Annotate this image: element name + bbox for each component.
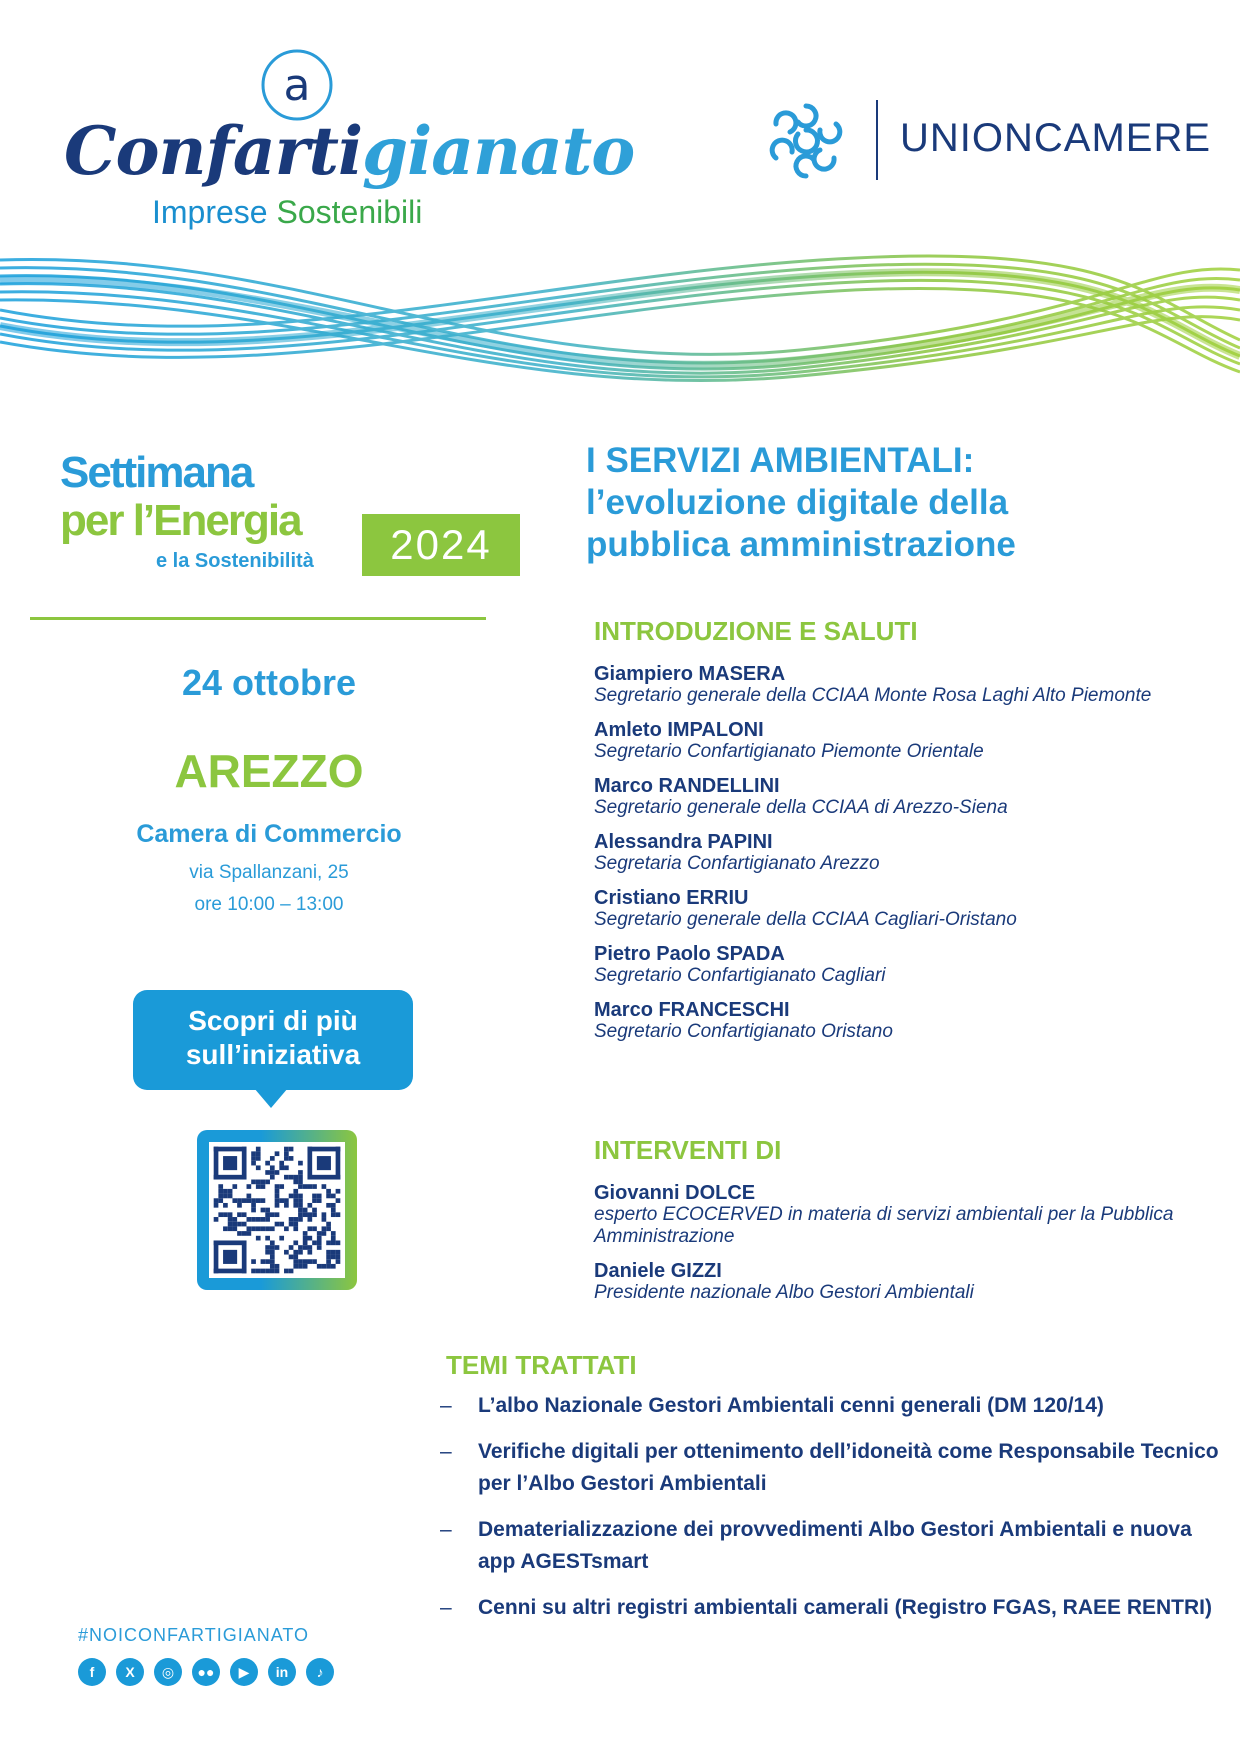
speaker-name: Giovanni DOLCE (594, 1182, 756, 1204)
cta-bubble[interactable]: Scopri di più sull’iniziativa (133, 990, 413, 1090)
topic-item (440, 1514, 1220, 1578)
svg-text:a: a (283, 60, 311, 111)
instagram-icon[interactable]: ◎ (154, 1658, 182, 1686)
confartigianato-wordmark: Confartigianato (64, 112, 635, 190)
topic-item (440, 1592, 1220, 1624)
speaker-name: Cristiano ERRIU (594, 887, 749, 909)
settimana-line2: per l’Energia (60, 496, 301, 545)
dash-bullet: – (440, 1518, 452, 1541)
section-heading: INTERVENTI DI (594, 1135, 782, 1165)
title-line3: pubblica amministrazione (586, 525, 1016, 564)
settimana-line1: Settimana (60, 448, 253, 497)
dash-bullet: – (440, 1440, 452, 1463)
speaker-role: esperto ECOCERVED in materia di servizi ambientali per la Pubblica Amministrazione (594, 1204, 1174, 1247)
x-icon[interactable]: X (116, 1658, 144, 1686)
hashtag: #NOICONFARTIGIANATO (78, 1625, 310, 1645)
facebook-icon[interactable]: f (78, 1658, 106, 1686)
speaker-entry (594, 943, 1214, 987)
speaker-entry (594, 719, 1214, 763)
speaker-name: Giampiero MASERA (594, 663, 786, 685)
event-title (586, 440, 1226, 566)
settimana-year-badge: 2024 (362, 514, 520, 576)
event-time: ore 10:00 – 13:00 (194, 894, 344, 915)
settimana-energia-logo (60, 448, 520, 578)
settimana-line3: e la Sostenibilità (156, 550, 314, 572)
speaker-entry (594, 999, 1214, 1043)
topic-text: Cenni su altri registri ambientali camerali (Registro FGAS, RAEE RENTRI) (478, 1596, 1212, 1619)
unioncamere-logo (760, 96, 1220, 186)
speaker-name: Alessandra PAPINI (594, 831, 773, 853)
logo-separator (876, 100, 878, 180)
speaker-name: Pietro Paolo SPADA (594, 943, 785, 965)
qr-code[interactable] (197, 1130, 357, 1290)
title-line2: l’evoluzione digitale della (586, 483, 1009, 522)
speaker-entry (594, 887, 1214, 931)
section-introduzione (594, 616, 1214, 1043)
confartigianato-logo (64, 40, 635, 240)
speaker-name: Daniele GIZZI (594, 1260, 722, 1282)
dash-bullet: – (440, 1596, 452, 1619)
title-line1: I SERVIZI AMBIENTALI: (586, 441, 975, 480)
decorative-wave (0, 240, 1240, 410)
social-icons (78, 1658, 334, 1686)
unioncamere-mark-icon (760, 96, 852, 186)
speaker-role: Segretario Confartigianato Oristano (594, 1021, 893, 1042)
topic-text: L’albo Nazionale Gestori Ambientali cenni generali (DM 120/14) (478, 1394, 1104, 1417)
unioncamere-wordmark: UNIONCAMERE (900, 116, 1212, 160)
speaker-entry (594, 663, 1214, 707)
linkedin-icon[interactable]: in (268, 1658, 296, 1686)
speaker-role: Segretario generale della CCIAA di Arezzo-Siena (594, 797, 1008, 818)
topic-text: Dematerializzazione dei provvedimenti Albo Gestori Ambientali e nuova app AGESTsmart (478, 1518, 1192, 1573)
flickr-icon[interactable]: ●● (192, 1658, 220, 1686)
event-date: 24 ottobre (181, 662, 357, 703)
event-address: via Spallanzani, 25 (189, 862, 349, 883)
speaker-role: Segretario Confartigianato Cagliari (594, 965, 886, 986)
speaker-role: Segretario generale della CCIAA Cagliari-Oristano (594, 909, 1017, 930)
event-venue: Camera di Commercio (136, 820, 402, 848)
speaker-entry (594, 1182, 1214, 1248)
speaker-entry (594, 831, 1214, 875)
topic-item (440, 1390, 1220, 1422)
section-heading: INTRODUZIONE E SALUTI (594, 616, 918, 646)
dash-bullet: – (440, 1394, 452, 1417)
tiktok-icon[interactable]: ♪ (306, 1658, 334, 1686)
speaker-entry (594, 1260, 1214, 1304)
divider-rule (30, 617, 486, 620)
youtube-icon[interactable]: ▶ (230, 1658, 258, 1686)
topic-text: Verifiche digitali per ottenimento dell’idoneità come Responsabile Tecnico per l’Albo Gestori Ambientali (478, 1440, 1219, 1495)
section-interventi (594, 1135, 1214, 1304)
qr-code-icon (209, 1142, 345, 1278)
speaker-name: Amleto IMPALONI (594, 719, 764, 741)
speaker-name: Marco FRANCESCHI (594, 999, 790, 1021)
event-city: AREZZO (174, 745, 364, 797)
speaker-role: Segretario Confartigianato Piemonte Orientale (594, 741, 984, 762)
speaker-role: Presidente nazionale Albo Gestori Ambientali (594, 1282, 974, 1303)
speaker-role: Segretaria Confartigianato Arezzo (594, 853, 880, 874)
cta-bubble-tail (254, 1088, 288, 1108)
topics-list (440, 1390, 1220, 1638)
speaker-role: Segretario generale della CCIAA Monte Rosa Laghi Alto Piemonte (594, 685, 1152, 706)
confartigianato-subtitle: Imprese Sostenibili (152, 194, 423, 230)
topics-heading: TEMI TRATTATI (446, 1350, 637, 1380)
speaker-entry (594, 775, 1214, 819)
speaker-name: Marco RANDELLINI (594, 775, 780, 797)
topic-item (440, 1436, 1220, 1500)
